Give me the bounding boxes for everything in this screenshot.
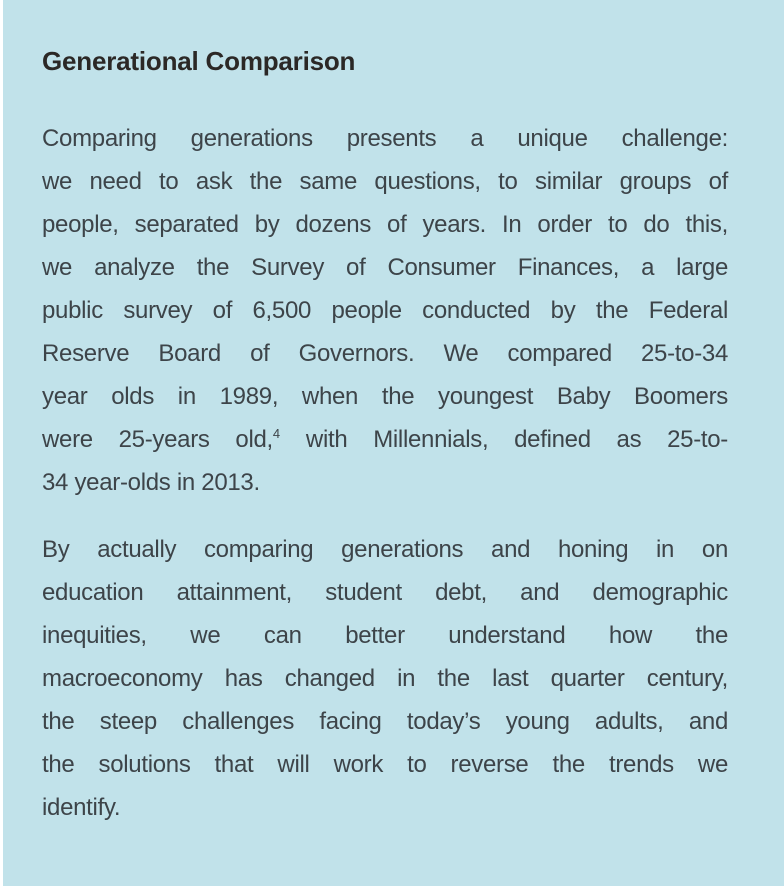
text-line: By actually comparing generations and honing in on (42, 536, 728, 563)
text-line: inequities, we can better understand how the (42, 622, 728, 649)
paragraph-2 (42, 528, 728, 829)
text-segment: were 25-years old, (42, 426, 273, 453)
section-heading: Generational Comparison (42, 46, 356, 76)
text-line: macroeconomy has changed in the last quarter century, (42, 665, 728, 692)
panel-content (3, 0, 784, 829)
text-line: education attainment, student debt, and demographic (42, 579, 728, 606)
text-line: 34 year-olds in 2013. (42, 469, 260, 496)
footnote-marker: 4 (272, 426, 281, 441)
text-line: we need to ask the same questions, to similar groups of (42, 168, 728, 195)
text-line: people, separated by dozens of years. In order to do this, (42, 211, 728, 238)
paragraph-1 (42, 117, 728, 504)
callout-panel (3, 0, 784, 886)
text-line-with-footnote (42, 418, 728, 461)
text-line: Reserve Board of Governors. We compared 25-to-34 (42, 340, 728, 367)
text-line: Comparing generations presents a unique challenge: (42, 125, 728, 152)
text-line: the solutions that will work to reverse the trends we (42, 751, 728, 778)
text-line: identify. (42, 794, 121, 821)
text-line: the steep challenges facing today’s young adults, and (42, 708, 728, 735)
text-line: public survey of 6,500 people conducted by the Federal (42, 297, 728, 324)
text-line: year olds in 1989, when the youngest Baby Boomers (42, 383, 728, 410)
text-segment: with Millennials, defined as 25-to- (280, 426, 728, 453)
text-line: we analyze the Survey of Consumer Finances, a large (42, 254, 728, 281)
